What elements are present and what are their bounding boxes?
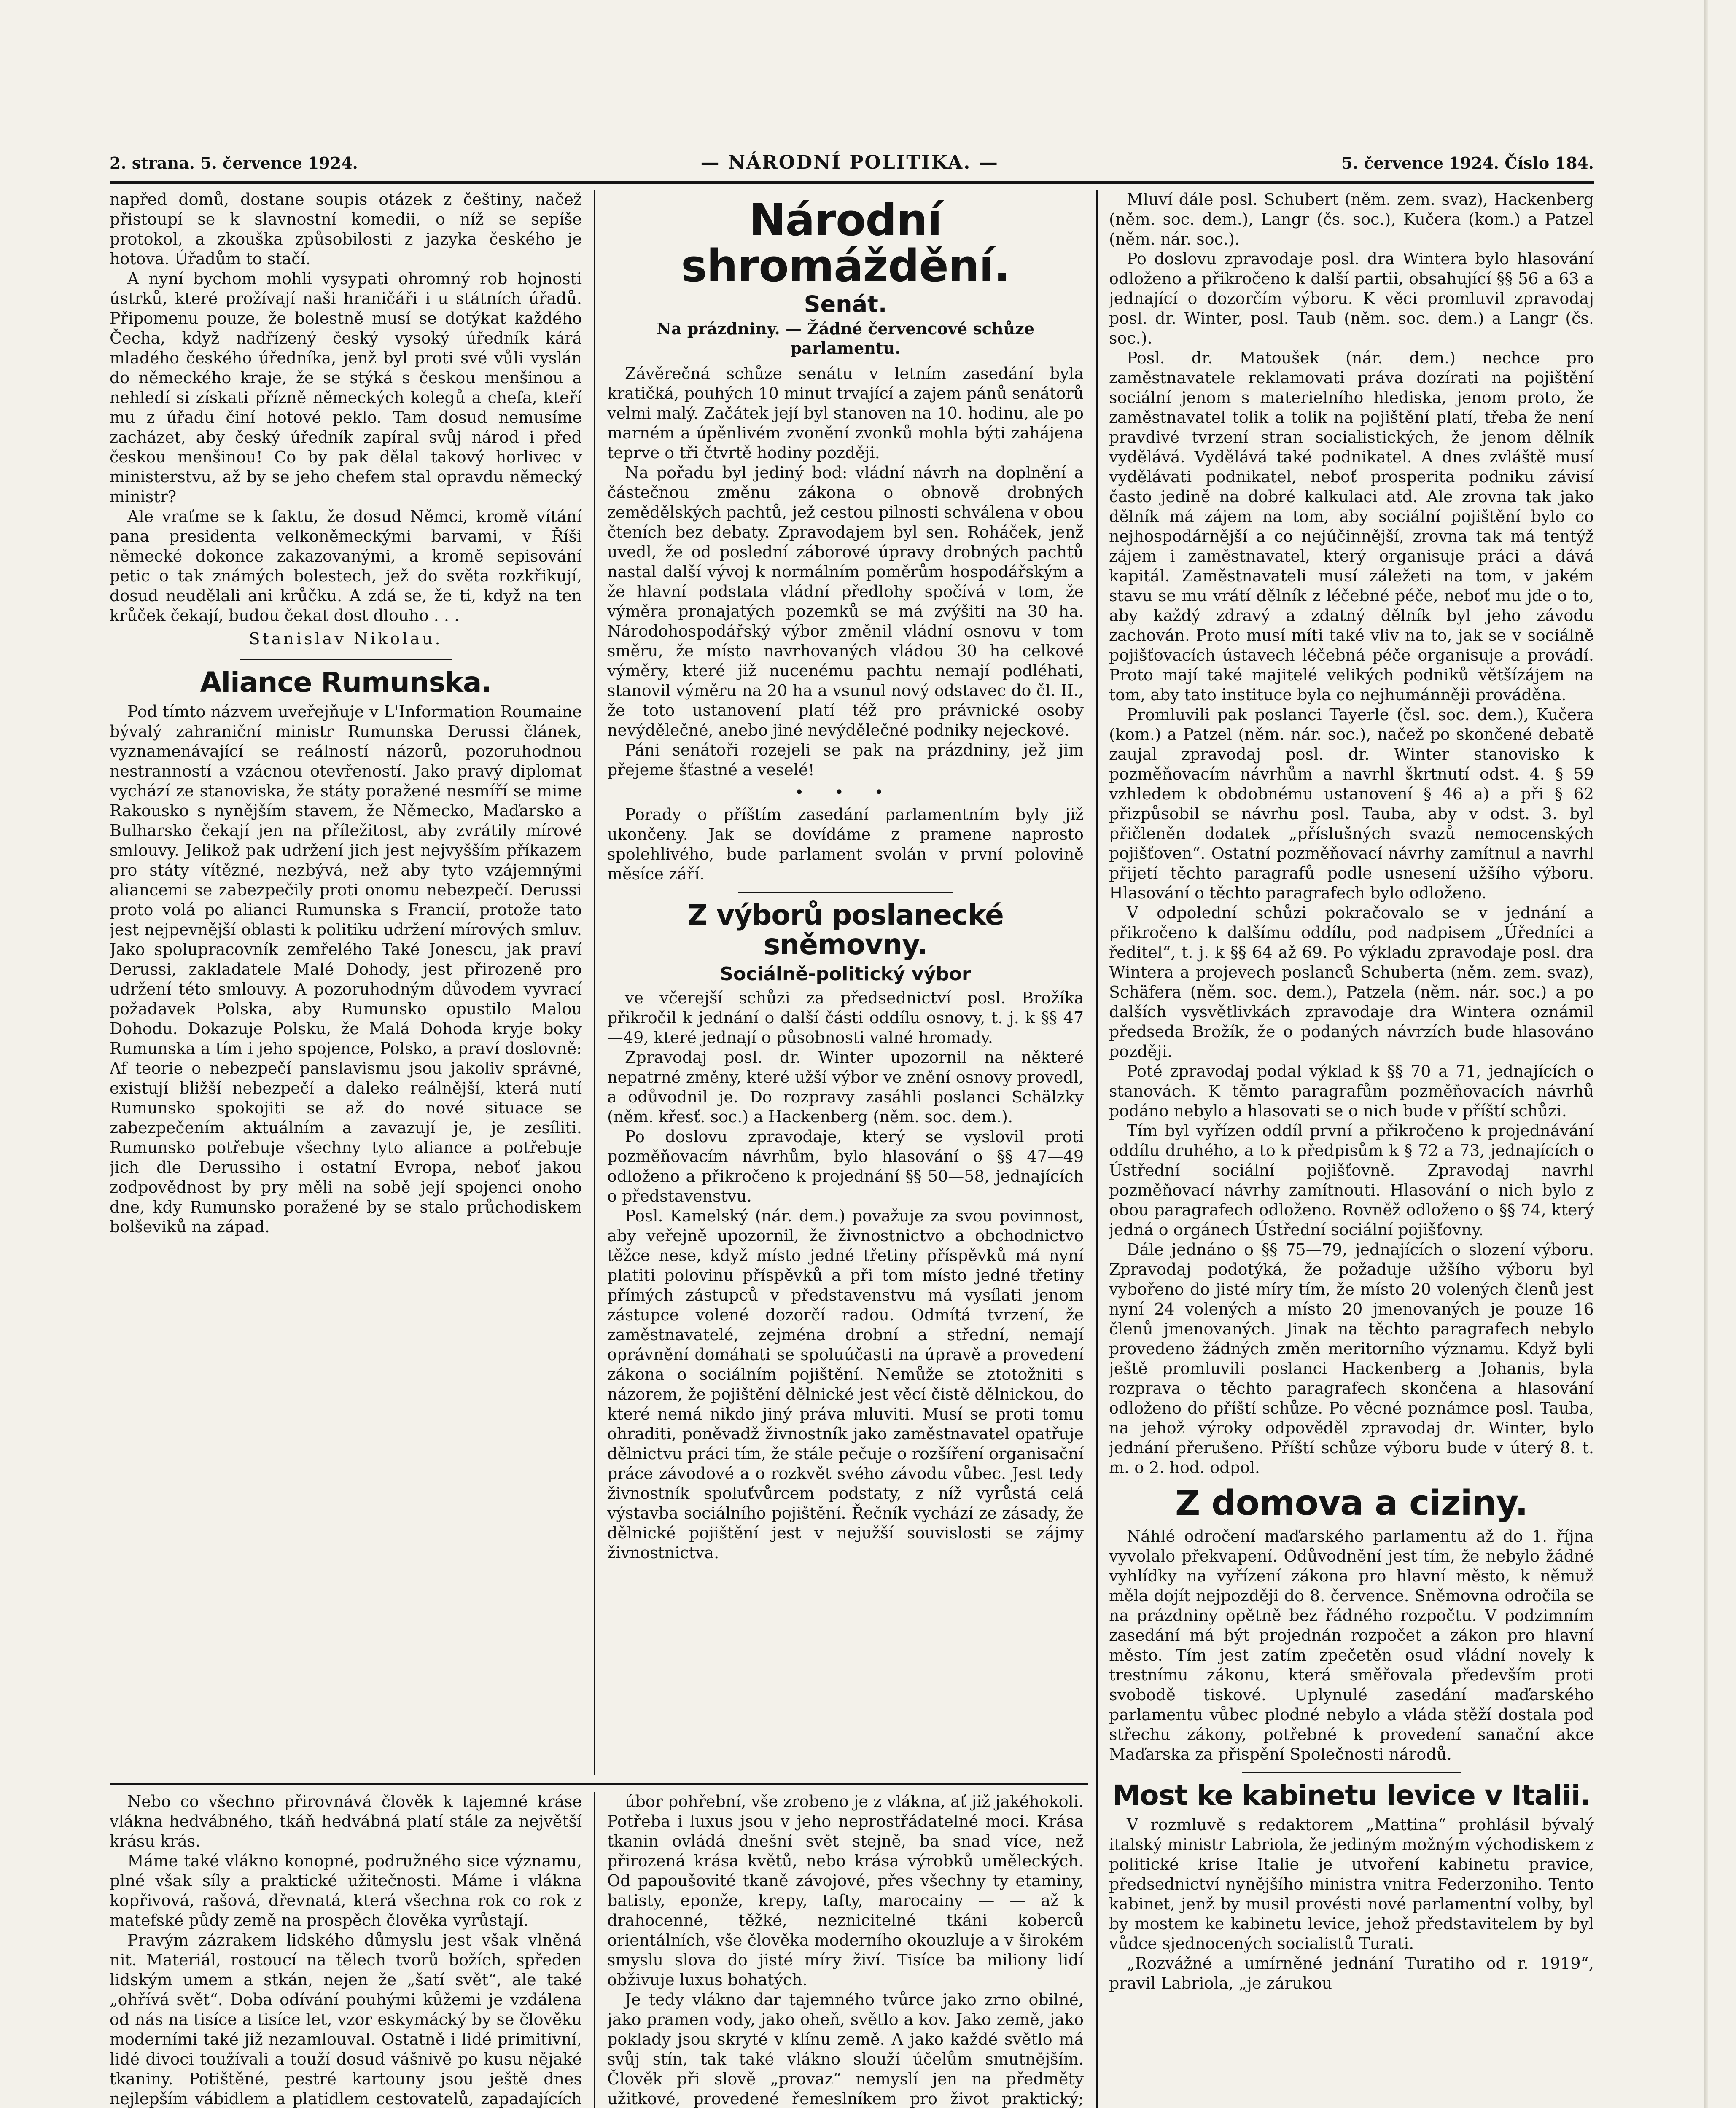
article-paragraph: Je tedy vlákno dar tajemného tvůrce jako zrno obilné, jako pramen vody, jako oheň, světlo a kov. Jako země, jako poklady jsou skryté v klínu země. A jako každé světlo má svůj stín, tak také vlákno slouží účelům smutnějším. Člověk při slově „provaz“ nemyslí jen na předměty užitkové, provedené řemeslníkem pro život praktický; bbox=[607, 1990, 1084, 2108]
article-paragraph: Posl. Kamelský (nár. dem.) považuje za svou povinnost, aby veřejně upozornil, že živnostnictvo a obchodnictvo těžce nese, když místo jedné třetiny příspěvků má nyní platiti polovinu příspěvků a při tom místo jedné třetiny přímých zástupců v představenstvu má vysílati jenom zástupce volené dozorčí radou. Odmítá tvrzení, že zaměstnavatelé, zejména drobní a střední, nemají oprávnění domáhati se spoluúčasti na úpravě a provedení zákona o sociálním pojištění. Nemůže se ztotožniti s názorem, že pojištění dělnické jest věcí čistě dělnickou, do které nemá nikdo jiný práva mluviti. Musí se proti tomu ohraditi, poněvadž živnostník jako zaměstnavatel opatřuje dělnictvu práci tím, že stále pečuje o rozšíření organisační práce závodové a o rozkvět svého závodu vůbec. Jest tedy živnostník spoluťvůrcem podstaty, z níž vyrůstá celá výstavba sociálního pojištění. Řečník vychází ze zásady, že dělnické pojištění jest v nejužší souvislosti se zájmy živnostnictva. bbox=[607, 1206, 1084, 1562]
article-paragraph: V odpolední schůzi pokračovalo se v jednání a přikročeno k dalšímu oddílu, pod nadpisem „Úředníci a ředitel“, t. j. k §§ 64 až 69. Po výkladu zpravodaje posl. dra Wintera a projevech poslanců Schuberta (něm. zem. svaz), Schäfera (něm. soc. dem.), Patzela (něm. nár. soc.) a po dalších vysvětlivkách zpravodaje dra Wintera oznámil předseda Brožík, že o podaných návrzích bude hlasováno později. bbox=[1109, 903, 1594, 1061]
column-3 bbox=[1109, 190, 1594, 2108]
article-paragraph: Po doslovu zpravodaje, který se vyslovil proti pozměňovacím návrhům, bylo hlasování o §§ 47—49 odloženo a přikročeno k projednání §§ 50—58, jednajících o představenstvu. bbox=[607, 1127, 1084, 1205]
page-header bbox=[110, 152, 1594, 177]
article-paragraph: Ale vraťme se k faktu, že dosud Němci, kromě vítání pana presidenta velkoněmeckými barvami, v Říši německé dokonce zakazovanými, a kromě sepisování petic o tak známých bolestech, jež do světa rozkřikují, dosud neudělali ani krůčku. A zdá se, že ti, když na ten krůček čekají, budou čekat dost dlouho . . . bbox=[110, 507, 582, 625]
article-paragraph: Máme také vlákno konopné, podružného sice významu, plné však síly a praktické užitečnosti. Máme i vlákna kopřivová, rašová, dřevnatá, která všechna rok co rok z matefské půdy země na prospěch člověka vyrůstají. bbox=[110, 1852, 582, 1930]
article-paragraph: ve včerejší schůzi za předsednictví posl. Brožíka přikročil k jednání o další části oddílu osnovy, t. j. k §§ 47—49, které jednají o působnosti valné hromady. bbox=[607, 988, 1084, 1047]
article-title-aliance: Aliance Rumunska. bbox=[200, 666, 492, 699]
masthead: — NÁRODNÍ POLITIKA. — bbox=[700, 152, 999, 173]
column-1 bbox=[110, 190, 582, 1779]
article-paragraph: Pod tímto názvem uveřejňuje v L'Information Roumaine bývalý zahraniční ministr Rumunska Derussi článek, vyznamenávající se reálností názorů, pozoruhodnou nestranností a vzácnou otevřeností. Jako pravý diplomat vychází ze stanoviska, že státy poražené nesmíří se mime Rakousko s nynějším stavem, že Německo, Maďarsko a Bulharsko čekají jen na příležitost, aby zvrátily mírové smlouvy. Jelikož pak udržení jich jest nejvyšším příkazem pro státy vítězné, nezbývá, než aby tyto vzájemnými aliancemi se zabezpečily proti onomu nebezpečí. Derussi proto volá po alianci Rumunska s Francií, protože tato jest nejpevnější oblasti k politiku udržení mírových smluv. Jako spolupracovník zemřelého Také Jonescu, jak praví Derussi, zakladatele Malé Dohody, jest přirozeně pro udržení této smlouvy. A pozoruhodným důvodem vyvrací požadavek Polska, aby Rumunsko opustilo Malou Dohodu. Dokazuje Polsku, že Malá Dohoda kryje boky Rumunska a tím i jeho spojence, Polsko, a praví doslovně: Af teorie o nebezpečí panslavismu jsou jakoliv správné, existují bližší nebezpečí a daleko reálnější, která nutí Rumunsko spokojiti se až do nové situace se zabezpečením aktuálním a zavazují je, je zesíliti. Rumunsko potřebuje všechny tyto aliance a potřebuje jich dle Derussiho i ostatní Evropa, neboť jakou zodpovědnost by pry měli na sobě její spojenci onoho dne, kdy Rumunsko poražené by se stalo průchodiskem bolševiků na západ. bbox=[110, 702, 582, 1237]
header-right: 5. července 1924. Číslo 184. bbox=[1341, 153, 1594, 172]
feuilleton-column-2 bbox=[607, 1792, 1084, 2108]
header-rule bbox=[110, 181, 1594, 184]
article-paragraph: napřed domů, dostane soupis otázek z češtiny, načež přistoupí se k slavnostní komedii, o níž se sepíše protokol, a zkouška způsobilosti z jazyka českého je hotova. Úřadům to stačí. bbox=[110, 190, 582, 268]
article-paragraph: Páni senátoři rozejeli se pak na prázdniny, jež jim přejeme šťastné a veselé! bbox=[607, 741, 1084, 780]
article-divider bbox=[240, 659, 452, 660]
article-paragraph: Poté zpravodaj podal výklad k §§ 70 a 71, jednajících o stanovách. K těmto paragrafům pozměňovacích návrhů podáno nebylo a hlasovati se o nich bude v příští schůzi. bbox=[1109, 1062, 1594, 1120]
article-paragraph: Pravým zázrakem lidského důmyslu jest však vlněná nit. Materiál, rostoucí na tělech tvorů božích, spředen lidským umem a stkán, nejen že „šatí svět“, ale také „ohřívá svět“. Doba odívání pouhými kůžemi je vzdálena od nás na tisíce a tisíce let, vzor eskymácký by se člověku moderními také již nezamlouval. Ostatně i lidé primitivní, lidé divoci toužívali a touží dosud vášnivě po kusu nějaké tkaniny. Potištěné, pestré kartouny jsou ještě dnes nejlepším vábidlem a platidlem cestovatelů, zapadajících bbox=[110, 1931, 582, 2108]
header-left: 2. strana. 5. července 1924. bbox=[110, 153, 358, 172]
article-paragraph: úbor pohřební, vše zrobeno je z vlákna, ať již jakéhokoli. Potřeba i luxus jsou v jeho neprostřádatelné moci. Krása tkanin ovládá dnešní svět stejně, ba snad více, než přirozená krása květů, nebo krása výrobků uměleckých. Od papoušovité tkaně závojové, přes všechny ty etaminy, batisty, eponže, krepy, tafty, marocainy — — až k drahocenné, těžké, neznicitelné tkáni koberců orientálních, vše člověka moderního okouzluje a v širokém smyslu slova do jisté míry živí. Tisíce ba miliony lidí obživuje luxus bohatých. bbox=[607, 1792, 1084, 1989]
article-paragraph: Na pořadu byl jediný bod: vládní návrh na doplnění a částečnou změnu zákona o obnově drobných zemědělských pachtů, jež cestou pilnosti schválena v obou čteních bez debaty. Zpravodajem byl sen. Roháček, jenž uvedl, že od poslední záborové úpravy drobných pachtů nastal další vývoj k normálním poměrům hospodářským a že hlavní podstata vládní předlohy spočívá v tom, že výměra pronajatých pozemků se má zvýšiti na 30 ha. Národohospodářský výbor změnil vládní osnovu v tom směru, že místo navrhovaných vládou 30 ha celkové výměry, které již nucenému pachtu nemají podléhati, stanovil výměru na 20 ha a vsunul nový odstavec do čl. II., že toto ustanovení platí též pro právnické osoby nevýdělečné, anebo jiné nevýdělečné podniky nejeckové. bbox=[607, 463, 1084, 740]
article-paragraph: Zpravodaj posl. dr. Winter upozornil na některé nepatrné změny, které užší výbor ve znění osnovy provedl, a odůvodnil je. Do rozpravy zasáhli poslanci Schälzky (něm. křesť. soc.) a Hackenberg (něm. soc. dem.). bbox=[607, 1048, 1084, 1126]
article-paragraph: Mluví dále posl. Schubert (něm. zem. svaz), Hackenberg (něm. soc. dem.), Langr (čs. soc.), Kučera (kom.) a Patzel (něm. nár. soc.). bbox=[1109, 190, 1594, 248]
article-title-committees: Z výborů poslanecké sněmovny. bbox=[687, 899, 1004, 961]
article-divider bbox=[1242, 1772, 1461, 1773]
article-lead: Na prázdniny. — Žádné červencové schůze parlamentu. bbox=[657, 319, 1034, 358]
section-subtitle-senate: Senát. bbox=[804, 291, 887, 318]
article-paragraph: Porady o příštím zasedání parlamentním byly již ukončeny. Jak se dovídáme z pramene naprosto spolehlivého, bude parlament svolán v první polovině měsíce září. bbox=[607, 805, 1084, 884]
article-paragraph: Promluvili pak poslanci Tayerle (čsl. soc. dem.), Kučera (kom.) a Patzel (něm. nár. soc.), načež po skončené debatě zaujal zpravodaj posl. dr. Winter stanovisko k pozměňovacím návrhům a navrhl škrtnutí odst. 4. § 59 vzhledem k obdobnému ustanovení § 46 a) a při § 62 přizpůsobil se návrhu posl. Tauba, aby v odst. 3. byl přičleněn dodatek „příslušných svazů nemocenských pojišťoven“. Ostatní pozměňovací návrhy zamítnul a navrhl přijetí těchto paragrafů podle usnesení užšího výboru. Hlasování o těchto paragrafech bylo odloženo. bbox=[1109, 705, 1594, 902]
article-divider bbox=[738, 892, 953, 893]
article-paragraph: Dále jednáno o §§ 75—79, jednajících o slození výboru. Zpravodaj podotýká, že požaduje užšího výboru byl vybořeno do jisté míry tím, že místo 20 volených členů jest nyní 24 volených a místo 20 jmenovaných je pouze 16 členů jmenovaných. Jinak na těchto paragrafech nebylo provedeno žádných změn meritorního významu. Když byli ještě promluvili poslanci Hackenberg a Johanis, byla rozprava o těchto paragrafech skončena a hlasování odloženo do příští schůze. Po věcné poznámce posl. Tauba, na jehož výroky odpověděl zpravodaj dr. Winter, bylo jednání přerušeno. Příští schůze výboru bude v úterý 8. t. m. o 2. hod. odpol. bbox=[1109, 1240, 1594, 1477]
column-2 bbox=[607, 190, 1084, 1779]
article-paragraph: Posl. dr. Matoušek (nár. dem.) nechce pro zaměstnavatele reklamovati práva dozírati na pojištění sociální jenom s materielního hlediska, jenom proto, že zaměstnavatel tolik a tolik na pojištění platí, třeba že není pravdivé tvrzení stran socialistických, že jenom dělník vydělává. Vydělává také podnikatel. A dnes zvláště musí vydělávati podnikatel, neboť prosperita podniku závisí často jedině na dobré kalkulaci atd. Ale zrovna tak jako dělník má zájem na tom, aby sociální pojištění bylo co nejhospodárnější a co nejúčinnější, zrovna tak má tentýž zájem i zaměstnavatel, který organisuje práci a dává kapitál. Zaměstnavateli musí záležeti na tom, v jakém stavu se mu vrátí dělník z léčebné péče, neboť mu jde o to, aby každý zdravý a zdatný dělník byl jeho závodu zachován. Proto musí míti také vliv na to, jak se v sociálně pojišťovacích ústavech léčebná péče organisuje a provádí. Proto mají také majitelé velikých podniků většízájem na tom, aby tato instituce byla co nejhumánněji prováděna. bbox=[1109, 349, 1594, 704]
column-rule bbox=[1096, 190, 1098, 2108]
author-signature: Stanislav Nikolau. bbox=[249, 629, 443, 648]
page-sheet bbox=[110, 152, 1594, 2108]
article-paragraph: „Rozvážné a umírněné jednání Turatiho od r. 1919“, pravil Labriola, „je zárukou bbox=[1109, 1954, 1594, 1993]
article-paragraph: Závěrečná schůze senátu v letním zasedání byla kratičká, pouhých 10 minut trvající a zajem pánů senátorů velmi malý. Začátek její byl stanoven na 10. hodinu, ale po marném a úpěnlivém zvonění zvonků mohla býti zahájena teprve o tři čtvrtě hodiny později. bbox=[607, 364, 1084, 462]
article-paragraph: Tím byl vyřízen oddíl první a přikročeno k projednávání oddílu druhého, a to k předpisům k § 72 a 73, jednajících o Ústřední sociální pojišťovně. Zpravodaj navrhl pozměňovací návrhy zamítnouti. Hlasování o nich bylo z obou paragrafech odloženo. Rovněž odloženo o §§ 74, který jedná o orgánech Ústřední sociální pojišťovny. bbox=[1109, 1121, 1594, 1239]
article-paragraph: Po doslovu zpravodaje posl. dra Wintera bylo hlasování odloženo a přikročeno k další partii, obsahující §§ 56 a 63 a jednající o dozorčím výboru. K věci promluvil zpravodaj posl. dr. Winter, posl. Taub (něm. soc. dem.) a Langr (čs. soc.). bbox=[1109, 250, 1594, 347]
column-rule bbox=[594, 1792, 595, 2108]
article-paragraph: Náhlé odročení maďarského parlamentu až do 1. října vyvolalo překvapení. Odůvodnění jest tím, že nebylo žádné vyhlídky na vyřízení zákona pro hlavní město, k němuž měla dojít nejpozději do 8. července. Sněmovna odročila se na prázdniny opětně bez řádného rozpočtu. V podzimním zasedání má být projednán rozpočet a zákon pro hlavní město. Tím jest zatím zpečetěn osud vládní novely k trestnímu zákonu, která směřovala především proti svobodě tiskové. Uplynulé zasedání maďarského parlamentu vůbec plodné nebylo a vláda stěží dostala pod střechu zákony, potřebné k provedení sanační akce Maďarska za přispění Společnosti národů. bbox=[1109, 1527, 1594, 1764]
article-paragraph: V rozmluvě s redaktorem „Mattina“ prohlásil bývalý italský ministr Labriola, že jediným možným východiskem z politické krise Italie je utvoření kabinetu pravice, předsednictví nynějšího ministra vnitra Federzoniho. Tento kabinet, jenž by musil provésti nové parlamentní volby, byl by mostem ke kabinetu levice, jehož představitelem by byl vůdce sjednocených socialistů Turati. bbox=[1109, 1815, 1594, 1953]
section-title-parliament: Národní shromáždění. bbox=[681, 194, 1010, 292]
separator-dots: • • • bbox=[794, 783, 896, 802]
feuilleton-rule bbox=[110, 1783, 1088, 1785]
article-paragraph: Nebo co všechno přirovnává člověk k tajemné kráse vlákna hedvábného, tkáň hedvábná platí stále za největší krásu krás. bbox=[110, 1792, 582, 1850]
scan-edge bbox=[1704, 0, 1708, 2108]
column-rule bbox=[594, 190, 595, 1775]
article-title-italy: Most ke kabinetu levice v Italii. bbox=[1112, 1779, 1591, 1812]
article-paragraph: A nyní bychom mohli vysypati ohromný rob hojnosti ústrků, které prožívají naši hraničáři i u státních úřadů. Připomenu pouze, že bolestně musí se dotýkat každého Čecha, když nadřízený český vysoký úředník kárá mladého českého úředníka, jenž byl proti své vůli vyslán do německého kraje, že se stýká s českou menšinou a nehledí si získati přízně německých kolegů a chefa, kteří mu z úřadu činí hotové peklo. Tam dosud nemusíme zacházet, aby český úředník zapíral svůj národ i před českou menšinou! Co by pak dělal takový horlivec v ministerstvu, až by se jeho chefem stal opravdu německý ministr? bbox=[110, 269, 582, 506]
section-title-home-abroad: Z domova a ciziny. bbox=[1175, 1483, 1528, 1523]
article-subtitle-committee: Sociálně-politický výbor bbox=[720, 963, 971, 985]
feuilleton-column-1 bbox=[110, 1792, 582, 2108]
